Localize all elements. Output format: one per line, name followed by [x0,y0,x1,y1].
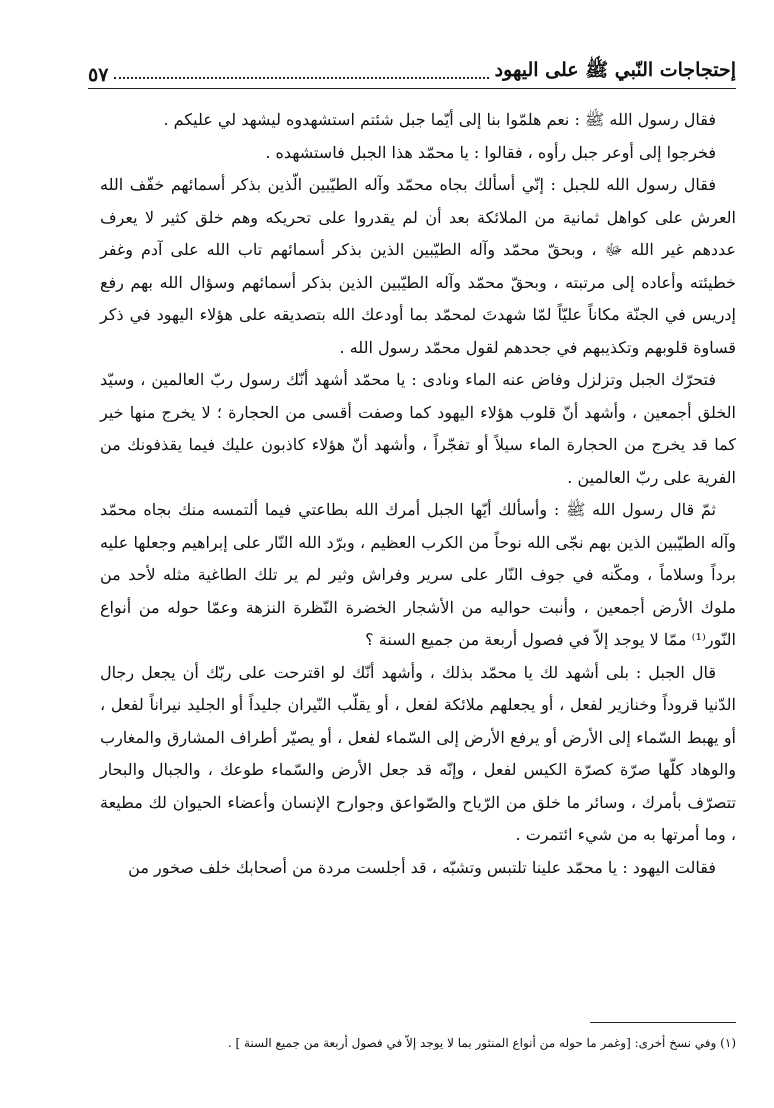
header-dot-leader [114,77,488,79]
paragraph: قال الجبل : بلى أشهد لك يا محمّد بذلك ، وأشهد أنّك لو اقترحت على ربّك أن يجعل رجال الدّنيا قروداً وخنازير لفعل ، أو يجعلهم ملائكة لفعل ، أو يقلّب النّيران جليداً أو الجليد نيراناً لفعل ، أو يهبط السّماء إلى الأرض أو يرفع الأرض إلى السّماء لفعل ، أو يصيّر أطراف المشارق والمغارب والوهاد كلّها صرّة كصرّة الكيس لفعل ، وإنّه قد جعل الأرض والسّماء طوعك ، والجبال والبحار تتصرّف بأمرك ، وسائر ما خلق من الرّياح والصّواعق وجوارح الإنسان وأعضاء الحيوان لك مطيعة ، وما أمرتها به من شيء ائتمرت . [100,662,737,844]
main-text [100,104,736,884]
page-number: ٥٧ [88,64,109,86]
footnote-mark: (١) [720,1036,736,1050]
header-title: إحتجاجات النّبي ﷺ على اليهود [494,59,736,81]
paragraph: ثمّ قال رسول الله ﷺ : وأسألك أيّها الجبل أمرك الله بطاعتي فيما ألتمسه منك بجاه محمّد وآله الطيّبين الذين بهم نجّى الله نوحاً من الكرب العظيم ، وبرّد الله النّار على إبراهيم وجعلها عليه برداً وسلاماً ، ومكّنه في جوف النّار على سرير وفراش وثير لم ير تلك الطاغية مثله لأحد من ملوك الأرض أجمعين ، وأنبت حواليه من الأشجار الخضرة النّظرة النزهة وعمّا حوله من أنواع النّور⁽¹⁾ ممّا لا يوجد إلاّ في فصول أربعة من جميع السنة ؟ [100,500,736,649]
paragraph: فتحرّك الجبل وتزلزل وفاض عنه الماء ونادى : يا محمّد أشهد أنّك رسول ربّ العالمين ، وسيّد الخلق أجمعين ، وأشهد أنّ قلوب هؤلاء اليهود كما وصفت أقسى من الحجارة ؛ لا يخرج منها خير كما قد يخرج من الحجارة الماء سيلاً أو تفجّراً ، وأشهد أنّ هؤلاء كاذبون عليك فيما يقذفونك من الفرية على ربّ العالمين . [100,370,737,487]
header-rule [88,88,736,89]
paragraph: فقالت اليهود : يا محمّد علينا تلتبس وتشبّه ، قد أجلست مردة من أصحابك خلف صخور من [128,857,716,877]
running-header [88,52,736,86]
paragraph: فقال رسول الله للجبل : إنّي أسألك بجاه محمّد وآله الطيّبين الّذين بذكر أسمائهم خفّف الله العرش على كواهل ثمانية من الملائكة بعد أن لم يقدروا على تحريكه وهم خلق كثير لا يعرف عددهم غير الله ﷻ ، وبحقّ محمّد وآله الطيّبين الذين بذكر أسمائهم تاب الله على آدم وغفر خطيئته وأعاده إلى مرتبته ، وبحقّ محمّد وآله الطيّبين الذين بذكر أسمائهم وسؤال الله بهم رفع إدريس في الجنّة مكاناً عليّاً لمّا شهدتَ لمحمّد بما أودعك الله بتصديقه على هؤلاء اليهود في ذكر قساوة قلوبهم وتكذيبهم في جحدهم لقول محمّد رسول الله . [100,175,736,357]
footnote [100,1034,736,1052]
paragraph: فخرجوا إلى أوعر جبل رأوه ، فقالوا : يا محمّد هذا الجبل فاستشهده . [265,142,716,162]
paragraph: فقال رسول الله ﷺ : نعم هلمّوا بنا إلى أيّما جبل شئتم استشهدوه ليشهد لي عليكم . [163,110,716,129]
footnote-rule [590,1022,736,1023]
footnote-text: وفي نسخ أخرى: [وغمر ما حوله من أنواع المنثور بما لا يوجد إلاّ في فصول أربعة من جميع السنة ] . [227,1036,717,1050]
